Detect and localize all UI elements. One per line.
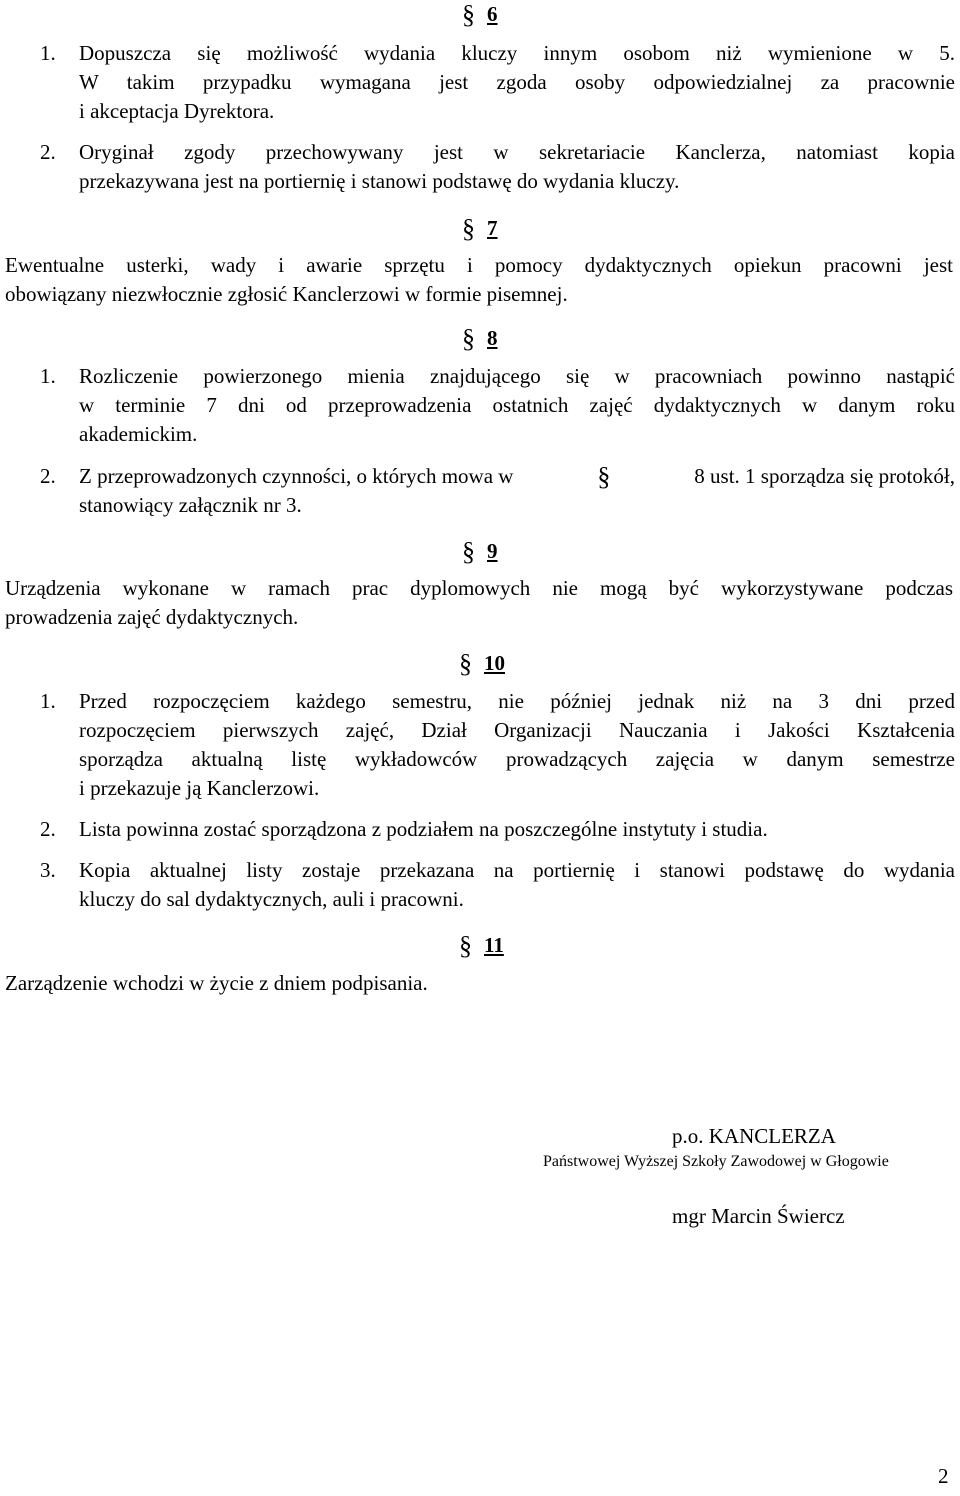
list-number: 1. [40,689,56,713]
section-symbol: § [459,931,472,960]
paragraph-line: W takim przypadku wymagana jest zgoda osoby odpowiedzialnej za pracownie [79,70,955,94]
paragraph-line: Lista powinna zostać sporządzona z podziałem na poszczególne instytuty i studia. [79,817,768,841]
section-symbol: § [459,649,472,678]
paragraph-line: stanowiący załącznik nr 3. [79,493,302,517]
paragraph-line: rozpoczęciem pierwszych zajęć, Dział Organizacji Nauczania i Jakości Kształcenia [79,718,955,742]
paragraph-line: przekazywana jest na portiernię i stanowi podstawę do wydania kluczy. [79,169,680,193]
paragraph-line [79,462,955,491]
page-number: 2 [938,1464,949,1488]
paragraph-line: w terminie 7 dni od przeprowadzenia ostatnich zajęć dydaktycznych w danym roku [79,393,955,417]
section-heading-7 [462,212,498,242]
section-number: 7 [487,216,498,240]
section-number: 8 [487,326,498,350]
signature-title: p.o. KANCLERZA [672,1124,836,1148]
paragraph-line: Zarządzenie wchodzi w życie z dniem podpisania. [5,971,428,995]
section-heading-10 [459,647,505,677]
signature-name: mgr Marcin Świercz [672,1204,845,1228]
paragraph-line: sporządza aktualną listę wykładowców prowadzących zajęcia w danym semestrze [79,747,955,771]
paragraph-text: Z przeprowadzonych czynności, o których mowa w [79,464,514,488]
paragraph-line: Urządzenia wykonane w ramach prac dyplomowych nie mogą być wykorzystywane podczas [5,576,953,600]
section-number: 9 [487,539,498,563]
paragraph-line: Oryginał zgody przechowywany jest w sekretariacie Kanclerza, natomiast kopia [79,140,955,164]
section-symbol: § [462,537,475,566]
list-number: 1. [40,41,56,65]
paragraph-line: obowiązany niezwłocznie zgłosić Kanclerzowi w formie pisemnej. [5,282,568,306]
signature-institution: Państwowej Wyższej Szkoły Zawodowej w Głogowie [543,1153,889,1170]
list-number: 2. [40,464,56,488]
list-number: 3. [40,858,56,882]
section-heading-6 [462,0,498,28]
paragraph-line: i przekazuje ją Kanclerzowi. [79,776,320,800]
section-symbol: § [462,214,475,243]
paragraph-line: Kopia aktualnej listy zostaje przekazana na portiernię i stanowi podstawę do wydania [79,858,955,882]
section-number: 10 [484,651,505,675]
list-number: 1. [40,364,56,388]
paragraph-line: akademickim. [79,422,198,446]
section-heading-11 [459,929,504,959]
section-symbol: § [462,0,475,29]
section-number: 6 [487,2,498,26]
section-number: 11 [484,933,504,957]
paragraph-line: prowadzenia zajęć dydaktycznych. [5,605,299,629]
paragraph-line: Przed rozpoczęciem każdego semestru, nie później jednak niż na 3 dni przed [79,689,955,713]
section-heading-8 [462,322,498,352]
section-symbol: § [462,324,475,353]
paragraph-line: kluczy do sal dydaktycznych, auli i pracowni. [79,887,464,911]
paragraph-text: 8 ust. 1 sporządza się protokół, [694,464,955,488]
section-heading-9 [462,535,498,565]
list-number: 2. [40,817,56,841]
paragraph-line: Dopuszcza się możliwość wydania kluczy innym osobom niż wymienione w 5. [79,41,955,65]
inline-section-symbol: § [597,462,611,491]
paragraph-line: Rozliczenie powierzonego mienia znajdującego się w pracowniach powinno nastąpić [79,364,955,388]
paragraph-line: Ewentualne usterki, wady i awarie sprzętu i pomocy dydaktycznych opiekun pracowni jest [5,253,953,277]
paragraph-line: i akceptacja Dyrektora. [79,99,275,123]
list-number: 2. [40,140,56,164]
